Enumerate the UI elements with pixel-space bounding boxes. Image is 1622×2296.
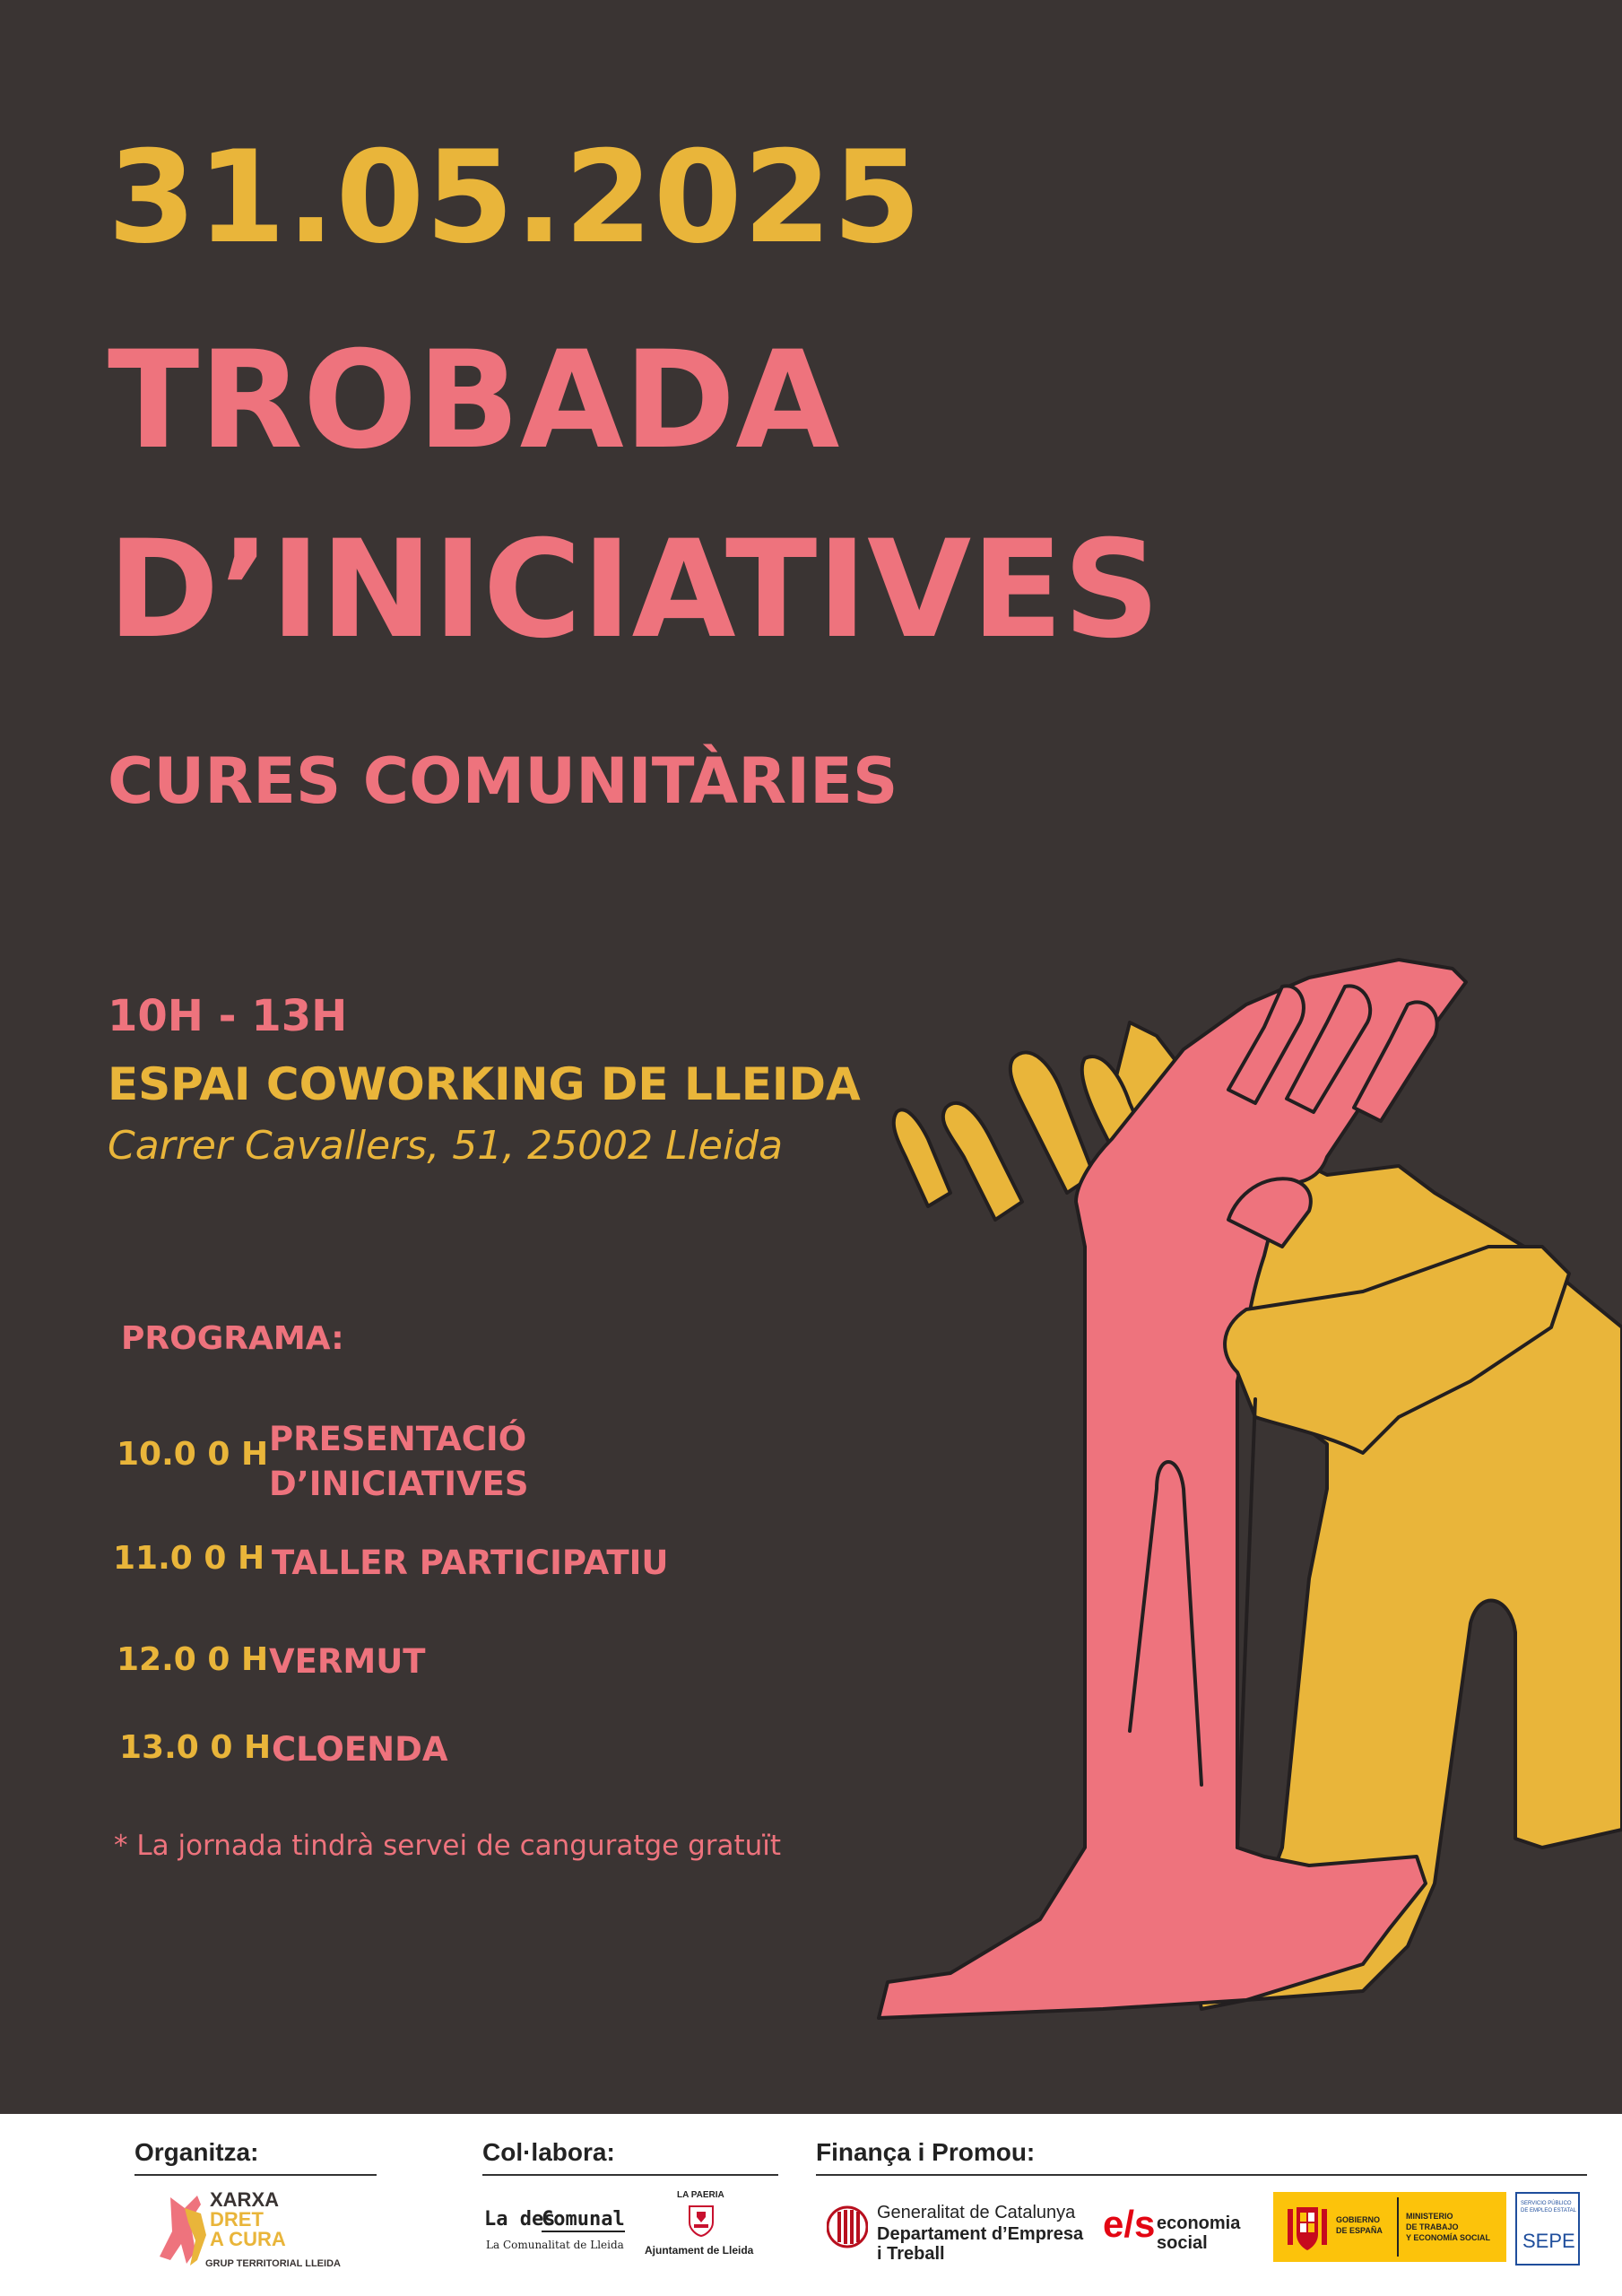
ladescomunal-part-b: Comunal xyxy=(542,2208,625,2231)
programme-item-2: TALLER PARTICIPATIU xyxy=(272,1544,669,1582)
xarxa-line2: DRET xyxy=(210,2208,264,2231)
yellow-finger-4 xyxy=(894,1109,950,1206)
gobierno-right1: MINISTERIO xyxy=(1406,2212,1453,2221)
gobierno-left2: DE ESPAÑA xyxy=(1336,2226,1383,2235)
programme-item-1 xyxy=(269,1417,529,1507)
yellow-finger-3 xyxy=(943,1103,1022,1220)
sepe-big: SEPE xyxy=(1522,2230,1575,2252)
gobierno-right2: DE TRABAJO xyxy=(1406,2222,1459,2231)
paeria-logo xyxy=(641,2190,767,2280)
xarxa-line4: GRUP TERRITORIAL LLEIDA xyxy=(205,2258,341,2269)
xarxa-figure-icon xyxy=(154,2188,217,2269)
xarxa-line3: A CURA xyxy=(210,2228,286,2250)
generalitat-line2: Departament d’Empresa xyxy=(877,2224,1084,2244)
paeria-bottom: Ajuntament de Lleida xyxy=(645,2244,754,2257)
sepe-small2: DE EMPLEO ESTATAL xyxy=(1521,2208,1577,2213)
ladescomunal-line2: La Comunalitat de Lleida xyxy=(486,2239,624,2251)
gobierno-left1: GOBIERNO xyxy=(1336,2215,1381,2224)
programme-item-1-line2: D’INICIATIVES xyxy=(269,1465,529,1503)
generalitat-emblem-icon xyxy=(827,2199,868,2255)
paeria-shield-icon xyxy=(688,2205,715,2237)
economia-line2: social xyxy=(1157,2233,1208,2253)
finanza-label: Finança i Promou: xyxy=(816,2138,1036,2166)
generalitat-line1: Generalitat de Catalunya xyxy=(877,2203,1076,2222)
programme-time-2: 11.0 0 H xyxy=(113,1540,265,1577)
finanza-divider xyxy=(816,2174,1587,2176)
programme-heading: PROGRAMA: xyxy=(121,1320,344,1357)
ladescomunal-logo xyxy=(484,2208,637,2262)
programme-time-1: 10.0 0 H xyxy=(117,1436,269,1473)
hands-illustration xyxy=(861,951,1622,2114)
event-date: 31.05.2025 xyxy=(108,124,923,272)
generalitat-logo xyxy=(827,2197,1096,2278)
collabora-divider xyxy=(482,2174,778,2176)
paeria-top: LA PAERIA xyxy=(677,2190,724,2200)
event-subtitle: CURES COMUNITÀRIES xyxy=(108,744,898,818)
event-venue: ESPAI COWORKING DE LLEIDA xyxy=(108,1058,861,1110)
generalitat-line3: i Treball xyxy=(877,2244,945,2264)
sepe-small1: SERVICIO PÚBLICO xyxy=(1521,2201,1572,2206)
event-time: 10H - 13H xyxy=(108,991,348,1041)
event-title-line1: TROBADA xyxy=(108,323,840,479)
organitza-divider xyxy=(134,2174,377,2176)
spain-coat-of-arms-icon xyxy=(1284,2200,1331,2254)
economia-line1: economia xyxy=(1157,2213,1241,2233)
xarxa-logo xyxy=(154,2188,405,2287)
sepe-logo xyxy=(1515,2192,1580,2266)
gobierno-logo xyxy=(1273,2192,1506,2262)
gobierno-right3: Y ECONOMÍA SOCIAL xyxy=(1406,2233,1491,2242)
programme-item-1-line1: PRESENTACIÓ xyxy=(269,1420,527,1458)
economia-social-logo xyxy=(1103,2203,1255,2266)
organitza-label: Organitza: xyxy=(134,2138,259,2166)
event-address: Carrer Cavallers, 51, 25002 Lleida xyxy=(108,1123,784,1169)
xarxa-line1: XARXA xyxy=(210,2188,280,2211)
programme-item-4: CLOENDA xyxy=(272,1730,448,1769)
ladescomunal-part-a: La des xyxy=(484,2208,556,2231)
economia-social-mark-icon: e/s xyxy=(1103,2203,1156,2245)
collabora-label: Col·labora: xyxy=(482,2138,615,2166)
event-title-line2: D’INICIATIVES xyxy=(108,512,1160,668)
gobierno-divider xyxy=(1397,2197,1399,2257)
programme-time-3: 12.0 0 H xyxy=(117,1641,269,1678)
programme-time-4: 13.0 0 H xyxy=(119,1729,272,1766)
programme-item-3: VERMUT xyxy=(269,1642,426,1681)
childcare-note: * La jornada tindrà servei de canguratge gratuït xyxy=(114,1830,782,1862)
